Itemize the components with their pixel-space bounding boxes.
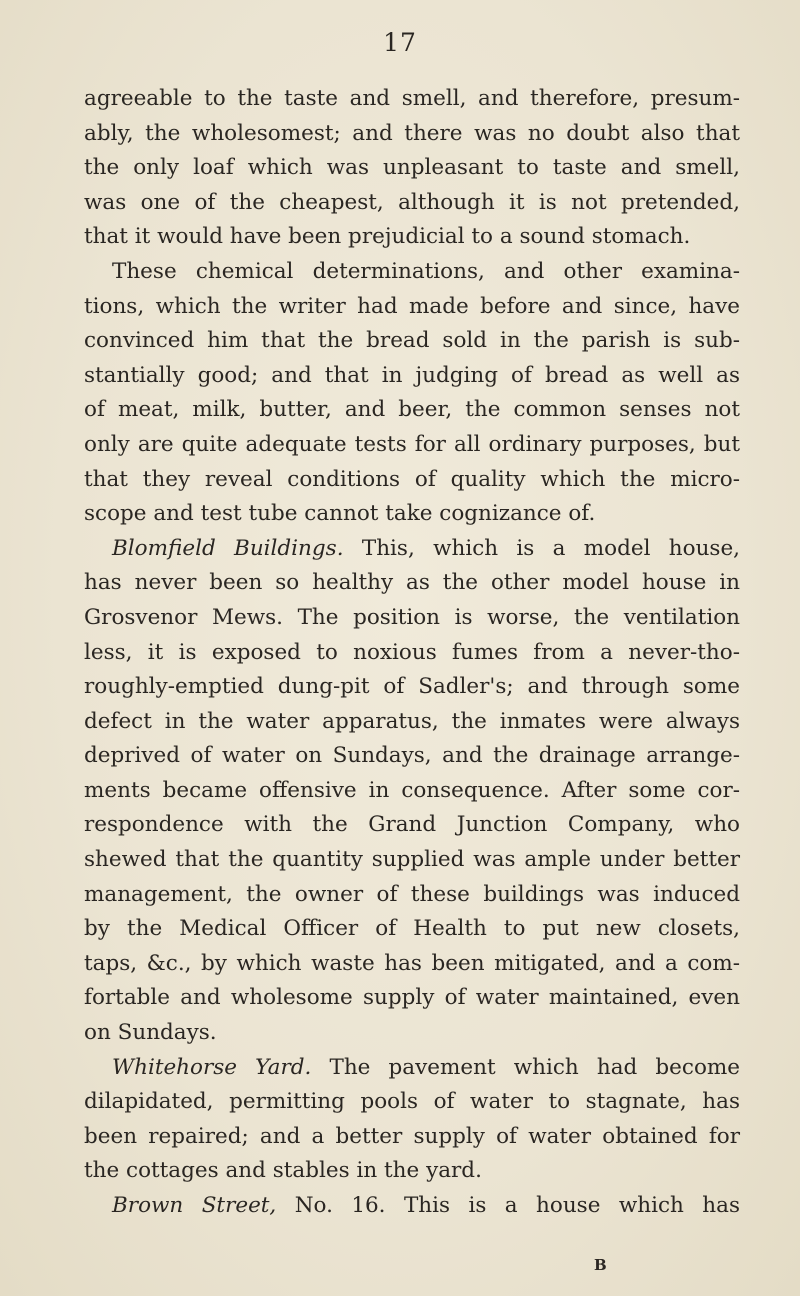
text-line: management, the owner of these buildings was induced [84, 881, 740, 907]
text-line: on Sundays. [84, 1020, 217, 1046]
paragraph [84, 82, 740, 255]
page-number: 17 [383, 28, 417, 57]
text-line: These chemical determinations, and other examina- [112, 258, 740, 284]
text-line: defect in the water apparatus, the inmates were always [84, 708, 740, 734]
text-line: deprived of water on Sundays, and the drainage arrange- [84, 743, 740, 769]
text-line: taps, &c., by which waste has been mitigated, and a com- [84, 950, 740, 976]
text-line [84, 1051, 740, 1086]
text-line: less, it is exposed to noxious fumes from a never-tho- [84, 639, 740, 665]
text-run: This, which is a model house, [343, 535, 741, 561]
text-line: convinced him that the bread sold in the parish is sub- [84, 328, 740, 354]
text-line: scope and test tube cannot take cognizance of. [84, 501, 596, 527]
text-line: the cottages and stables in the yard. [84, 1158, 482, 1184]
text-line: tions, which the writer had made before and since, have [84, 293, 740, 319]
paragraph [84, 1189, 740, 1224]
text-run: No. 16. This is a house which has [276, 1193, 740, 1218]
text-line: roughly-emptied dung-pit of Sadler's; and through some [84, 674, 740, 700]
paragraph [84, 255, 740, 532]
signature-mark: B [594, 1256, 607, 1274]
text-line: by the Medical Officer of Health to put new closets, [84, 916, 740, 942]
text-line: dilapidated, permitting pools of water to stagnate, has [84, 1089, 740, 1115]
text-line: respondence with the Grand Junction Company, who [84, 812, 740, 838]
text-line: agreeable to the taste and smell, and therefore, presum- [84, 86, 740, 111]
section-heading: Brown Street, [112, 1193, 277, 1218]
text-line: stantially good; and that in judging of bread as well as [84, 362, 740, 388]
text-line: ments became offensive in consequence. After some cor- [84, 777, 740, 803]
text-line: that they reveal conditions of quality which the micro- [84, 466, 740, 492]
text-line: was one of the cheapest, although it is not pretended, [84, 189, 740, 215]
text-line: the only loaf which was unpleasant to taste and smell, [84, 155, 740, 181]
text-line: fortable and wholesome supply of water maintained, even [84, 985, 740, 1011]
text-line: Grosvenor Mews. The position is worse, the ventilation [84, 604, 740, 630]
text-line [84, 532, 740, 567]
paragraph [84, 1051, 740, 1189]
text-run: The pavement which had become [311, 1054, 740, 1080]
text-line: shewed that the quantity supplied was ample under better [84, 847, 740, 873]
section-heading: Whitehorse Yard. [112, 1054, 312, 1080]
section-heading: Blomfield Buildings. [112, 535, 344, 561]
text-line: been repaired; and a better supply of water obtained for [84, 1123, 740, 1149]
text-line: has never been so healthy as the other model house in [84, 570, 740, 596]
paragraph [84, 532, 740, 1051]
body-text [84, 82, 740, 1224]
text-line: that it would have been prejudicial to a sound stomach. [84, 224, 691, 250]
text-line: of meat, milk, butter, and beer, the common senses not [84, 397, 740, 423]
text-line: only are quite adequate tests for all ordinary purposes, but [84, 431, 740, 457]
text-line [84, 1189, 740, 1224]
text-line: ably, the wholesomest; and there was no doubt also that [84, 120, 740, 146]
